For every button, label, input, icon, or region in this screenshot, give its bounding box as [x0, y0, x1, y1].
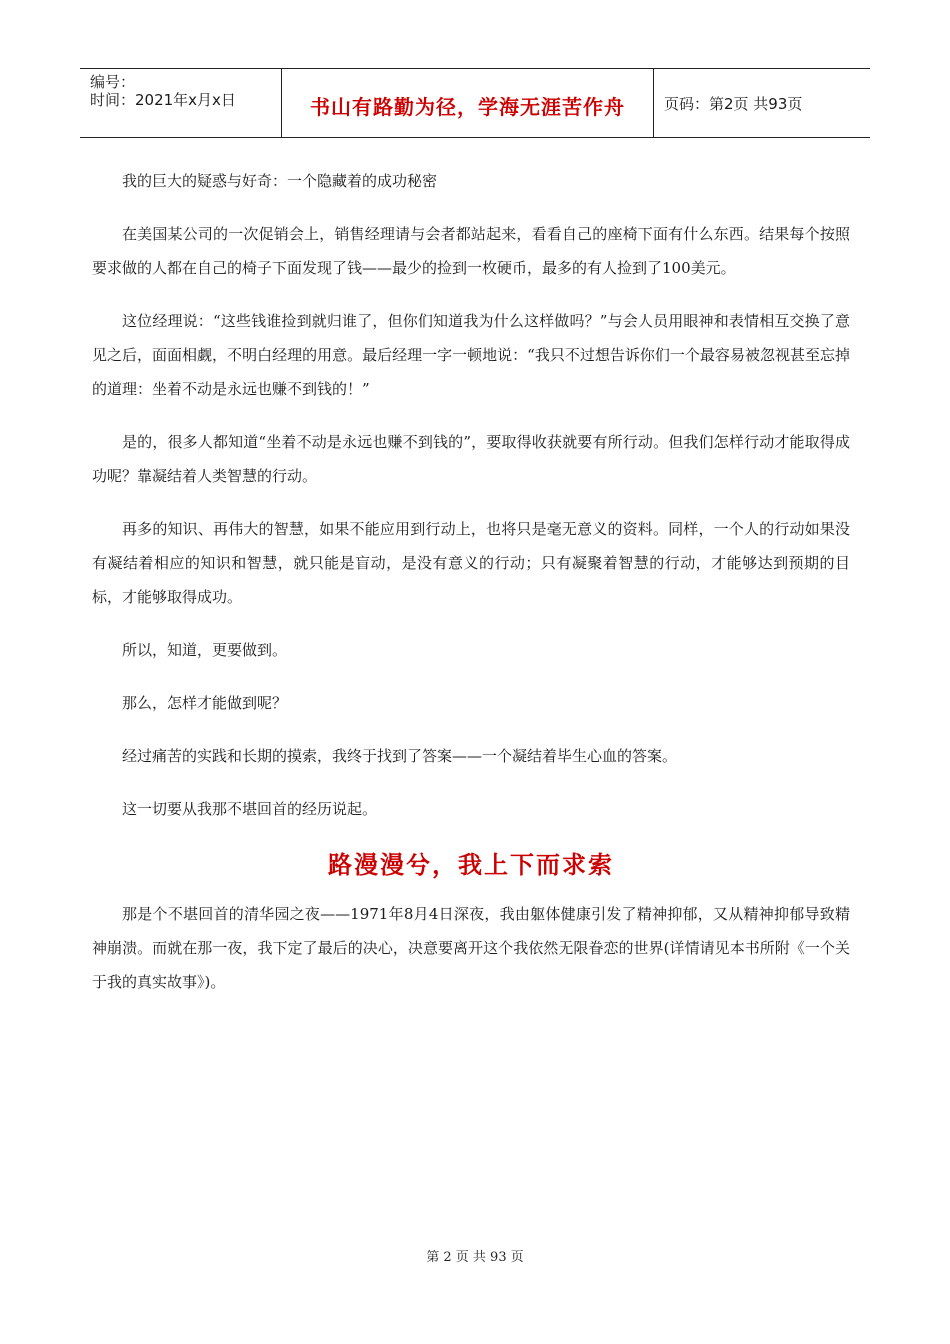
- paragraph: 是的，很多人都知道“坐着不动是永远也赚不到钱的”，要取得收获就要有所行动。但我们怎样行动才能取得成功呢？靠凝结着人类智慧的行动。: [92, 433, 850, 485]
- header-page-info: 页码：第2页 共93页: [664, 94, 803, 113]
- paragraph: 这一切要从我那不堪回首的经历说起。: [122, 800, 378, 818]
- page-header: [80, 68, 870, 138]
- paragraph: 所以，知道，更要做到。: [122, 641, 288, 659]
- time-label: 时间：2021年x月x日: [90, 91, 236, 109]
- paragraph: 经过痛苦的实践和长期的摸索，我终于找到了答案——一个凝结着毕生心血的答案。: [122, 747, 678, 765]
- paragraph: 那是个不堪回首的清华园之夜——1971年8月4日深夜，我由躯体健康引发了精神抑郁，又从精神抑郁导致精神崩溃。而就在那一夜，我下定了最后的决心，决意要离开这个我依然无限眷恋的世界(详情请见本书所附《一个关于我的真实故事》)。: [92, 905, 850, 991]
- paragraph: 再多的知识、再伟大的智慧，如果不能应用到行动上，也将只是毫无意义的资料。同样，一个人的行动如果没有凝结着相应的知识和智慧，就只能是盲动，是没有意义的行动；只有凝聚着智慧的行动，才能够达到预期的目标，才能够取得成功。: [92, 520, 850, 606]
- code-label: 编号：: [90, 73, 136, 91]
- paragraph: 这位经理说：“这些钱谁捡到就归谁了，但你们知道我为什么这样做吗？”与会人员用眼神和表情相互交换了意见之后，面面相觑，不明白经理的用意。最后经理一字一顿地说：“我只不过想告诉你们一个最容易被忽视甚至忘掉的道理：坐着不动是永远也赚不到钱的！”: [92, 312, 850, 398]
- header-motto: 书山有路勤为径，学海无涯苦作舟: [282, 69, 654, 137]
- paragraph: 在美国某公司的一次促销会上，销售经理请与会者都站起来，看看自己的座椅下面有什么东西。结果每个按照要求做的人都在自己的椅子下面发现了钱——最少的捡到一枚硬币，最多的有人捡到了100美元。: [92, 225, 850, 277]
- document-body: [92, 164, 850, 1018]
- section-heading: 路漫漫兮，我上下而求索: [328, 850, 614, 879]
- paragraph: 我的巨大的疑惑与好奇：一个隐藏着的成功秘密: [122, 172, 438, 190]
- header-meta: [80, 69, 282, 137]
- page-footer: 第 2 页 共 93 页: [426, 1250, 524, 1265]
- paragraph: 那么，怎样才能做到呢？: [122, 694, 288, 712]
